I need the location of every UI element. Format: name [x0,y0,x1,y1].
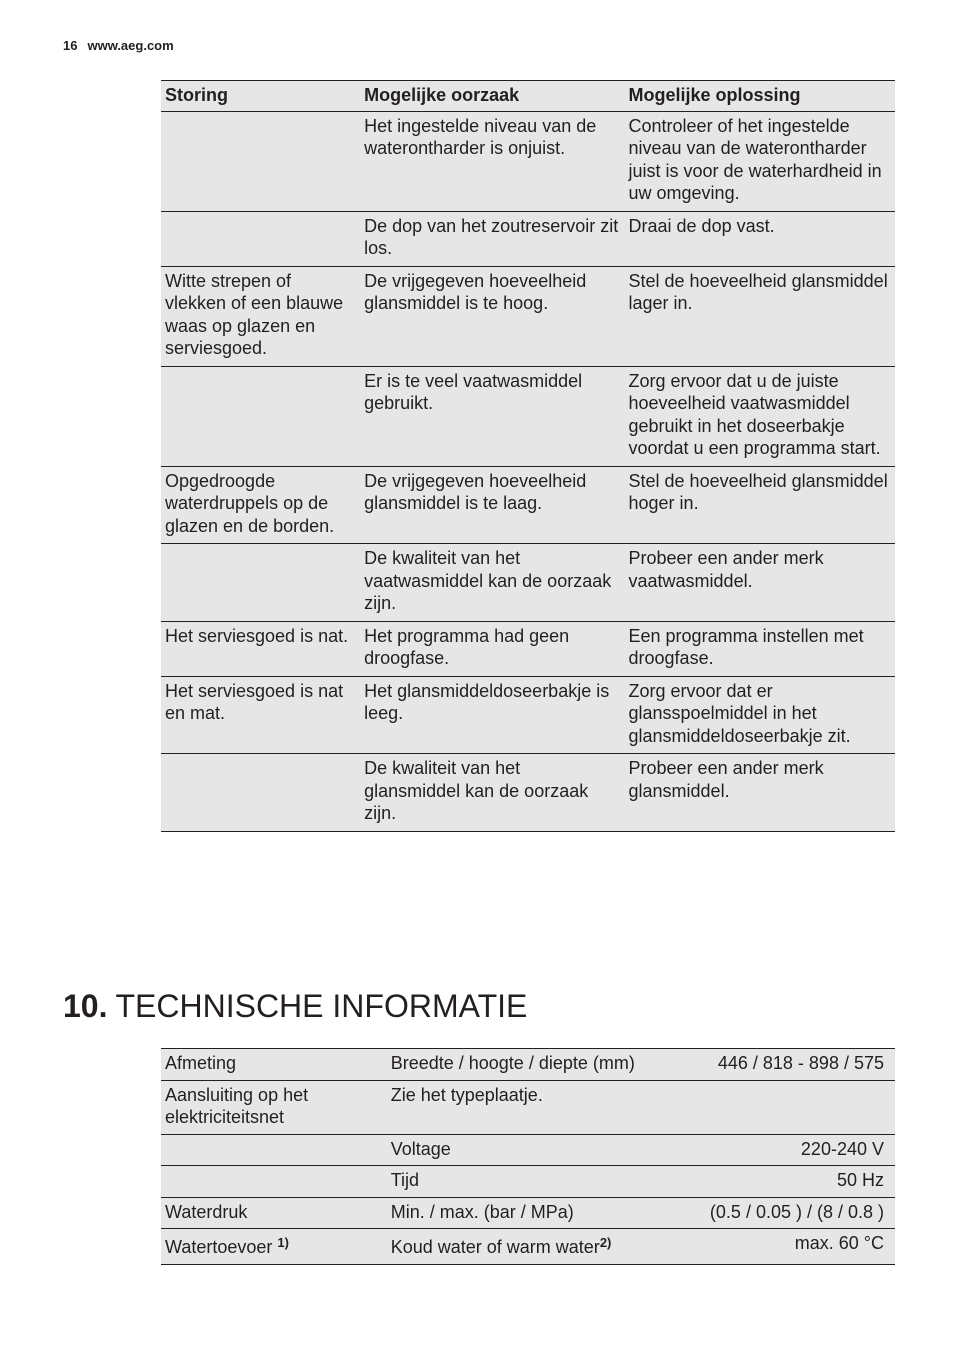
fault-cell: Het serviesgoed is nat. [161,621,360,676]
fault-cell [161,111,360,211]
fault-cell [161,544,360,622]
solution-cell: Stel de hoeveelheid glansmiddel lager in. [625,266,895,366]
spec-description: Voltage [387,1134,688,1166]
column-header-solution: Mogelijke oplossing [625,81,895,112]
section-number: 10. [63,988,108,1024]
table-row [161,1197,895,1229]
solution-cell: Controleer of het ingestelde niveau van de waterontharder juist is voor de waterhardheid in uw omgeving. [625,111,895,211]
spec-value: 446 / 818 - 898 / 575 [688,1049,895,1081]
table-row [161,1049,895,1081]
solution-cell: Een programma instellen met droogfase. [625,621,895,676]
section-heading [63,988,527,1025]
solution-cell: Zorg ervoor dat er glansspoelmiddel in het glansmiddeldoseerbakje zit. [625,676,895,754]
table-row [161,366,895,466]
fault-cell: Het serviesgoed is nat en mat. [161,676,360,754]
spec-description: Breedte / hoogte / diepte (mm) [387,1049,688,1081]
table-row [161,266,895,366]
cause-cell: Het ingestelde niveau van de waterontharder is onjuist. [360,111,624,211]
fault-cell [161,366,360,466]
cause-cell: De kwaliteit van het glansmiddel kan de oorzaak zijn. [360,754,624,832]
fault-cell [161,211,360,266]
spec-label: Afmeting [161,1049,387,1081]
table-header-row [161,81,895,112]
column-header-fault: Storing [161,81,360,112]
table-row [161,1080,895,1134]
spec-value: 220-240 V [688,1134,895,1166]
spec-description: Koud water of warm water [390,1237,600,1257]
cause-cell: Er is te veel vaatwasmiddel gebruikt. [360,366,624,466]
section-title: TECHNISCHE INFORMATIE [115,988,528,1024]
solution-cell: Stel de hoeveelheid glansmiddel hoger in. [625,466,895,544]
spec-description-cell [387,1229,688,1265]
fault-cell: Opgedroogde waterdruppels op de glazen en de borden. [161,466,360,544]
footnote-marker: 1) [277,1235,289,1250]
page-header [63,38,174,53]
spec-description: Tijd [387,1166,688,1198]
cause-cell: De vrijgegeven hoeveelheid glansmiddel is te hoog. [360,266,624,366]
cause-cell: Het programma had geen droogfase. [360,621,624,676]
spec-label: Aansluiting op het elektriciteitsnet [161,1080,387,1134]
spec-description: Zie het typeplaatje. [387,1080,688,1134]
spec-value: 50 Hz [688,1166,895,1198]
solution-cell: Probeer een ander merk glansmiddel. [625,754,895,832]
spec-label: Waterdruk [161,1197,387,1229]
table-row [161,621,895,676]
spec-value: max. 60 °C [688,1229,895,1265]
spec-value: (0.5 / 0.05 ) / (8 / 0.8 ) [688,1197,895,1229]
table-row [161,111,895,211]
spec-label: Watertoevoer [165,1237,273,1257]
fault-cell [161,754,360,832]
spec-description: Min. / max. (bar / MPa) [387,1197,688,1229]
site-url: www.aeg.com [87,38,174,53]
column-header-cause: Mogelijke oorzaak [360,81,624,112]
table-row [161,754,895,832]
spec-label-cell [161,1229,387,1265]
table-row [161,1166,895,1198]
table-row [161,211,895,266]
page-number: 16 [63,38,78,53]
cause-cell: Het glansmiddeldoseerbakje is leeg. [360,676,624,754]
cause-cell: De kwaliteit van het vaatwasmiddel kan de oorzaak zijn. [360,544,624,622]
cause-cell: De vrijgegeven hoeveelheid glansmiddel is te laag. [360,466,624,544]
spec-label [161,1166,387,1198]
cause-cell: De dop van het zoutreservoir zit los. [360,211,624,266]
solution-cell: Draai de dop vast. [625,211,895,266]
troubleshooting-table [161,80,895,832]
solution-cell: Probeer een ander merk vaatwasmiddel. [625,544,895,622]
technical-info-table [161,1048,895,1265]
spec-value [688,1080,895,1134]
table-row [161,1134,895,1166]
solution-cell: Zorg ervoor dat u de juiste hoeveelheid vaatwasmiddel gebruikt in het doseerbakje voordat u een programma start. [625,366,895,466]
fault-cell: Witte strepen of vlekken of een blauwe waas op glazen en serviesgoed. [161,266,360,366]
table-row [161,1229,895,1265]
table-row [161,544,895,622]
table-row [161,466,895,544]
table-row [161,676,895,754]
footnote-marker: 2) [599,1235,612,1250]
spec-label [161,1134,387,1166]
